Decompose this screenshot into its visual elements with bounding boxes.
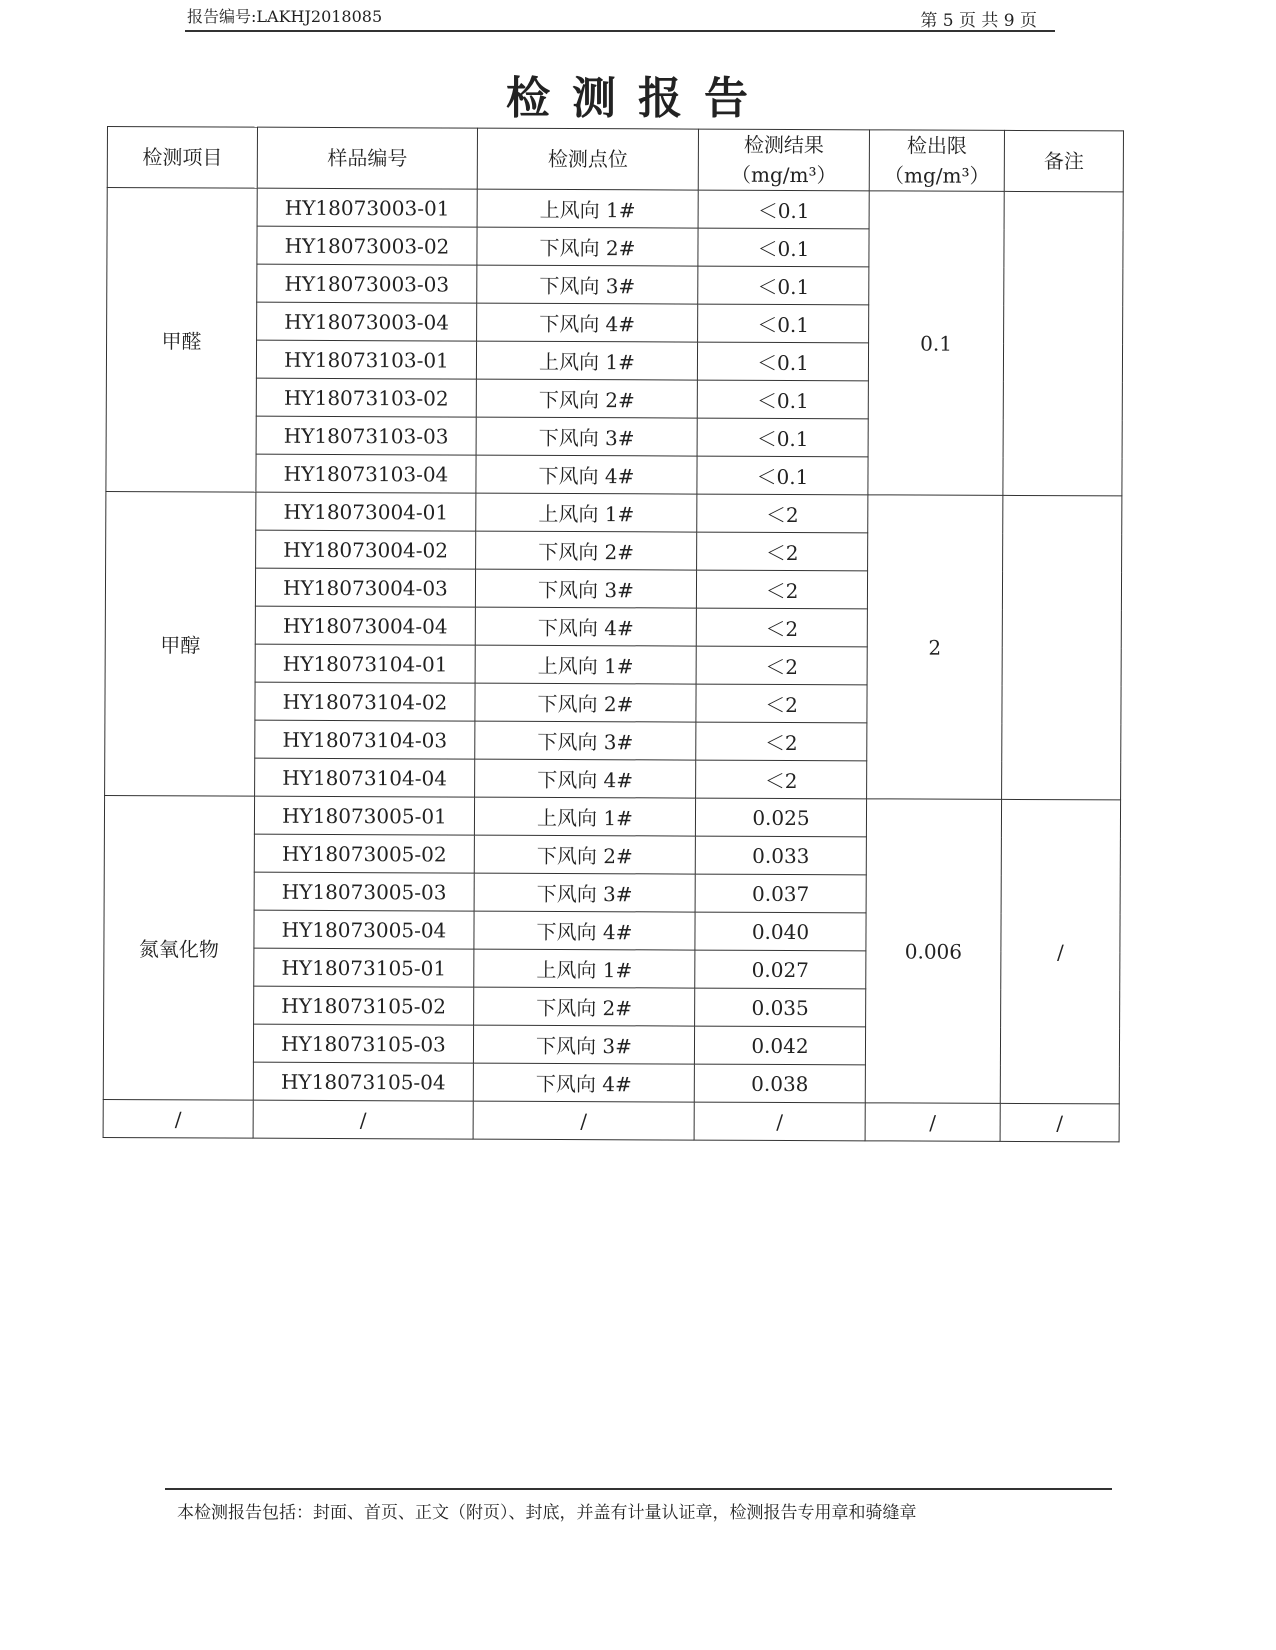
sample-cell: HY18073103-04 <box>256 454 476 493</box>
point-cell: 下风向 2# <box>476 379 697 418</box>
point-cell: 下风向 3# <box>474 873 695 912</box>
sample-cell: HY18073003-01 <box>257 188 477 227</box>
point-cell: 下风向 4# <box>476 455 697 494</box>
sample-cell: HY18073003-02 <box>257 226 477 265</box>
footer-note: 本检测报告包括：封面、首页、正文（附页）、封底，并盖有计量认证章，检测报告专用章和骑缝章 <box>177 1503 917 1523</box>
point-cell: 上风向 1# <box>477 189 698 228</box>
sample-cell: HY18073003-03 <box>257 264 477 303</box>
result-cell: ＜0.1 <box>698 266 869 305</box>
point-cell: 下风向 4# <box>474 911 695 950</box>
remark-cell <box>1002 495 1122 800</box>
sample-cell: HY18073103-01 <box>256 340 476 379</box>
result-cell: 0.038 <box>694 1064 865 1103</box>
point-cell: 下风向 4# <box>477 303 698 342</box>
point-cell: 下风向 2# <box>474 987 695 1026</box>
sample-cell: HY18073105-01 <box>254 948 474 987</box>
result-cell: ＜2 <box>696 722 867 761</box>
header-result <box>698 129 869 191</box>
sample-cell: HY18073003-04 <box>257 302 477 341</box>
sample-cell: HY18073104-01 <box>255 644 475 683</box>
report-header <box>185 0 1055 32</box>
point-cell: 下风向 2# <box>477 227 698 266</box>
remark-cell: / <box>1000 799 1120 1104</box>
header-point: 检测点位 <box>477 128 698 190</box>
point-cell: 下风向 2# <box>476 531 697 570</box>
final-cell-point: / <box>473 1101 694 1140</box>
footer-divider <box>165 1488 1112 1490</box>
result-cell: ＜0.1 <box>698 304 869 343</box>
limit-cell: 0.006 <box>865 799 1001 1104</box>
sample-cell: HY18073004-04 <box>255 606 475 645</box>
page-title: 检测报告 <box>506 73 770 124</box>
result-cell: ＜0.1 <box>698 190 869 229</box>
item-cell: 甲醛 <box>106 188 257 493</box>
item-cell: 甲醇 <box>105 491 256 796</box>
result-cell: 0.033 <box>695 836 866 875</box>
result-cell: 0.040 <box>695 912 866 951</box>
final-cell-item: / <box>103 1099 253 1138</box>
point-cell: 上风向 1# <box>474 797 695 836</box>
header-limit-unit: （mg/m³） <box>883 163 990 188</box>
sample-cell: HY18073104-02 <box>255 682 475 721</box>
sample-cell: HY18073105-02 <box>254 986 474 1025</box>
final-cell-result: / <box>694 1102 865 1141</box>
result-cell: ＜0.1 <box>697 418 868 457</box>
point-cell: 下风向 3# <box>476 417 697 456</box>
point-cell: 上风向 1# <box>474 949 695 988</box>
sample-cell: HY18073004-03 <box>255 568 475 607</box>
result-cell: 0.037 <box>695 874 866 913</box>
result-cell: ＜0.1 <box>697 380 868 419</box>
limit-cell: 2 <box>867 495 1003 800</box>
result-cell: ＜2 <box>696 760 867 799</box>
sample-cell: HY18073004-02 <box>256 530 476 569</box>
sample-cell: HY18073005-03 <box>254 872 474 911</box>
final-cell-remark: / <box>1000 1103 1119 1142</box>
result-cell: ＜2 <box>696 570 867 609</box>
point-cell: 下风向 3# <box>473 1025 694 1064</box>
header-item: 检测项目 <box>107 127 257 189</box>
table-body <box>103 188 1123 1142</box>
sample-cell: HY18073104-03 <box>255 720 475 759</box>
point-cell: 上风向 1# <box>475 645 696 684</box>
sample-cell: HY18073105-04 <box>253 1062 473 1101</box>
sample-cell: HY18073104-04 <box>255 758 475 797</box>
point-cell: 下风向 3# <box>475 721 696 760</box>
result-cell: ＜2 <box>696 608 867 647</box>
header-sample-no: 样品编号 <box>257 127 477 189</box>
report-number: 报告编号:LAKHJ2018085 <box>187 7 383 26</box>
result-cell: ＜0.1 <box>698 228 869 267</box>
table-row <box>106 491 1122 533</box>
sample-cell: HY18073005-04 <box>254 910 474 949</box>
point-cell: 下风向 2# <box>474 835 695 874</box>
result-cell: ＜0.1 <box>697 342 868 381</box>
result-cell: ＜2 <box>696 684 867 723</box>
result-cell: ＜2 <box>696 646 867 685</box>
result-cell: ＜2 <box>697 532 868 571</box>
results-table <box>103 126 1124 1142</box>
limit-cell: 0.1 <box>868 191 1004 496</box>
header-limit <box>869 130 1004 192</box>
point-cell: 下风向 4# <box>475 607 696 646</box>
sample-cell: HY18073004-01 <box>256 492 476 531</box>
table-row-final <box>103 1099 1119 1141</box>
result-cell: 0.035 <box>695 988 866 1027</box>
header-remark: 备注 <box>1004 130 1123 192</box>
header-result-unit: （mg/m³） <box>730 162 837 188</box>
table-header-row <box>107 127 1123 192</box>
sample-cell: HY18073103-02 <box>256 378 476 417</box>
final-cell-limit: / <box>865 1103 1000 1142</box>
result-cell: 0.027 <box>695 950 866 989</box>
point-cell: 下风向 4# <box>473 1063 694 1102</box>
sample-cell: HY18073105-03 <box>253 1024 473 1063</box>
item-cell: 氮氧化物 <box>103 795 254 1100</box>
point-cell: 下风向 2# <box>475 683 696 722</box>
point-cell: 上风向 1# <box>476 493 697 532</box>
result-cell: ＜0.1 <box>697 456 868 495</box>
point-cell: 上风向 1# <box>476 341 697 380</box>
point-cell: 下风向 4# <box>475 759 696 798</box>
table-row <box>107 188 1123 230</box>
sample-cell: HY18073103-03 <box>256 416 476 455</box>
result-cell: 0.042 <box>694 1026 865 1065</box>
header-result-label: 检测结果 <box>743 132 824 158</box>
sample-cell: HY18073005-02 <box>254 834 474 873</box>
point-cell: 下风向 3# <box>475 569 696 608</box>
table-row <box>104 795 1120 837</box>
header-limit-label: 检出限 <box>906 133 967 158</box>
remark-cell <box>1003 191 1123 496</box>
result-cell: ＜2 <box>697 494 868 533</box>
final-cell-sample: / <box>253 1100 473 1139</box>
page-info: 第 5 页 共 9 页 <box>920 11 1037 31</box>
sample-cell: HY18073005-01 <box>254 796 474 835</box>
result-cell: 0.025 <box>695 798 866 837</box>
point-cell: 下风向 3# <box>477 265 698 304</box>
